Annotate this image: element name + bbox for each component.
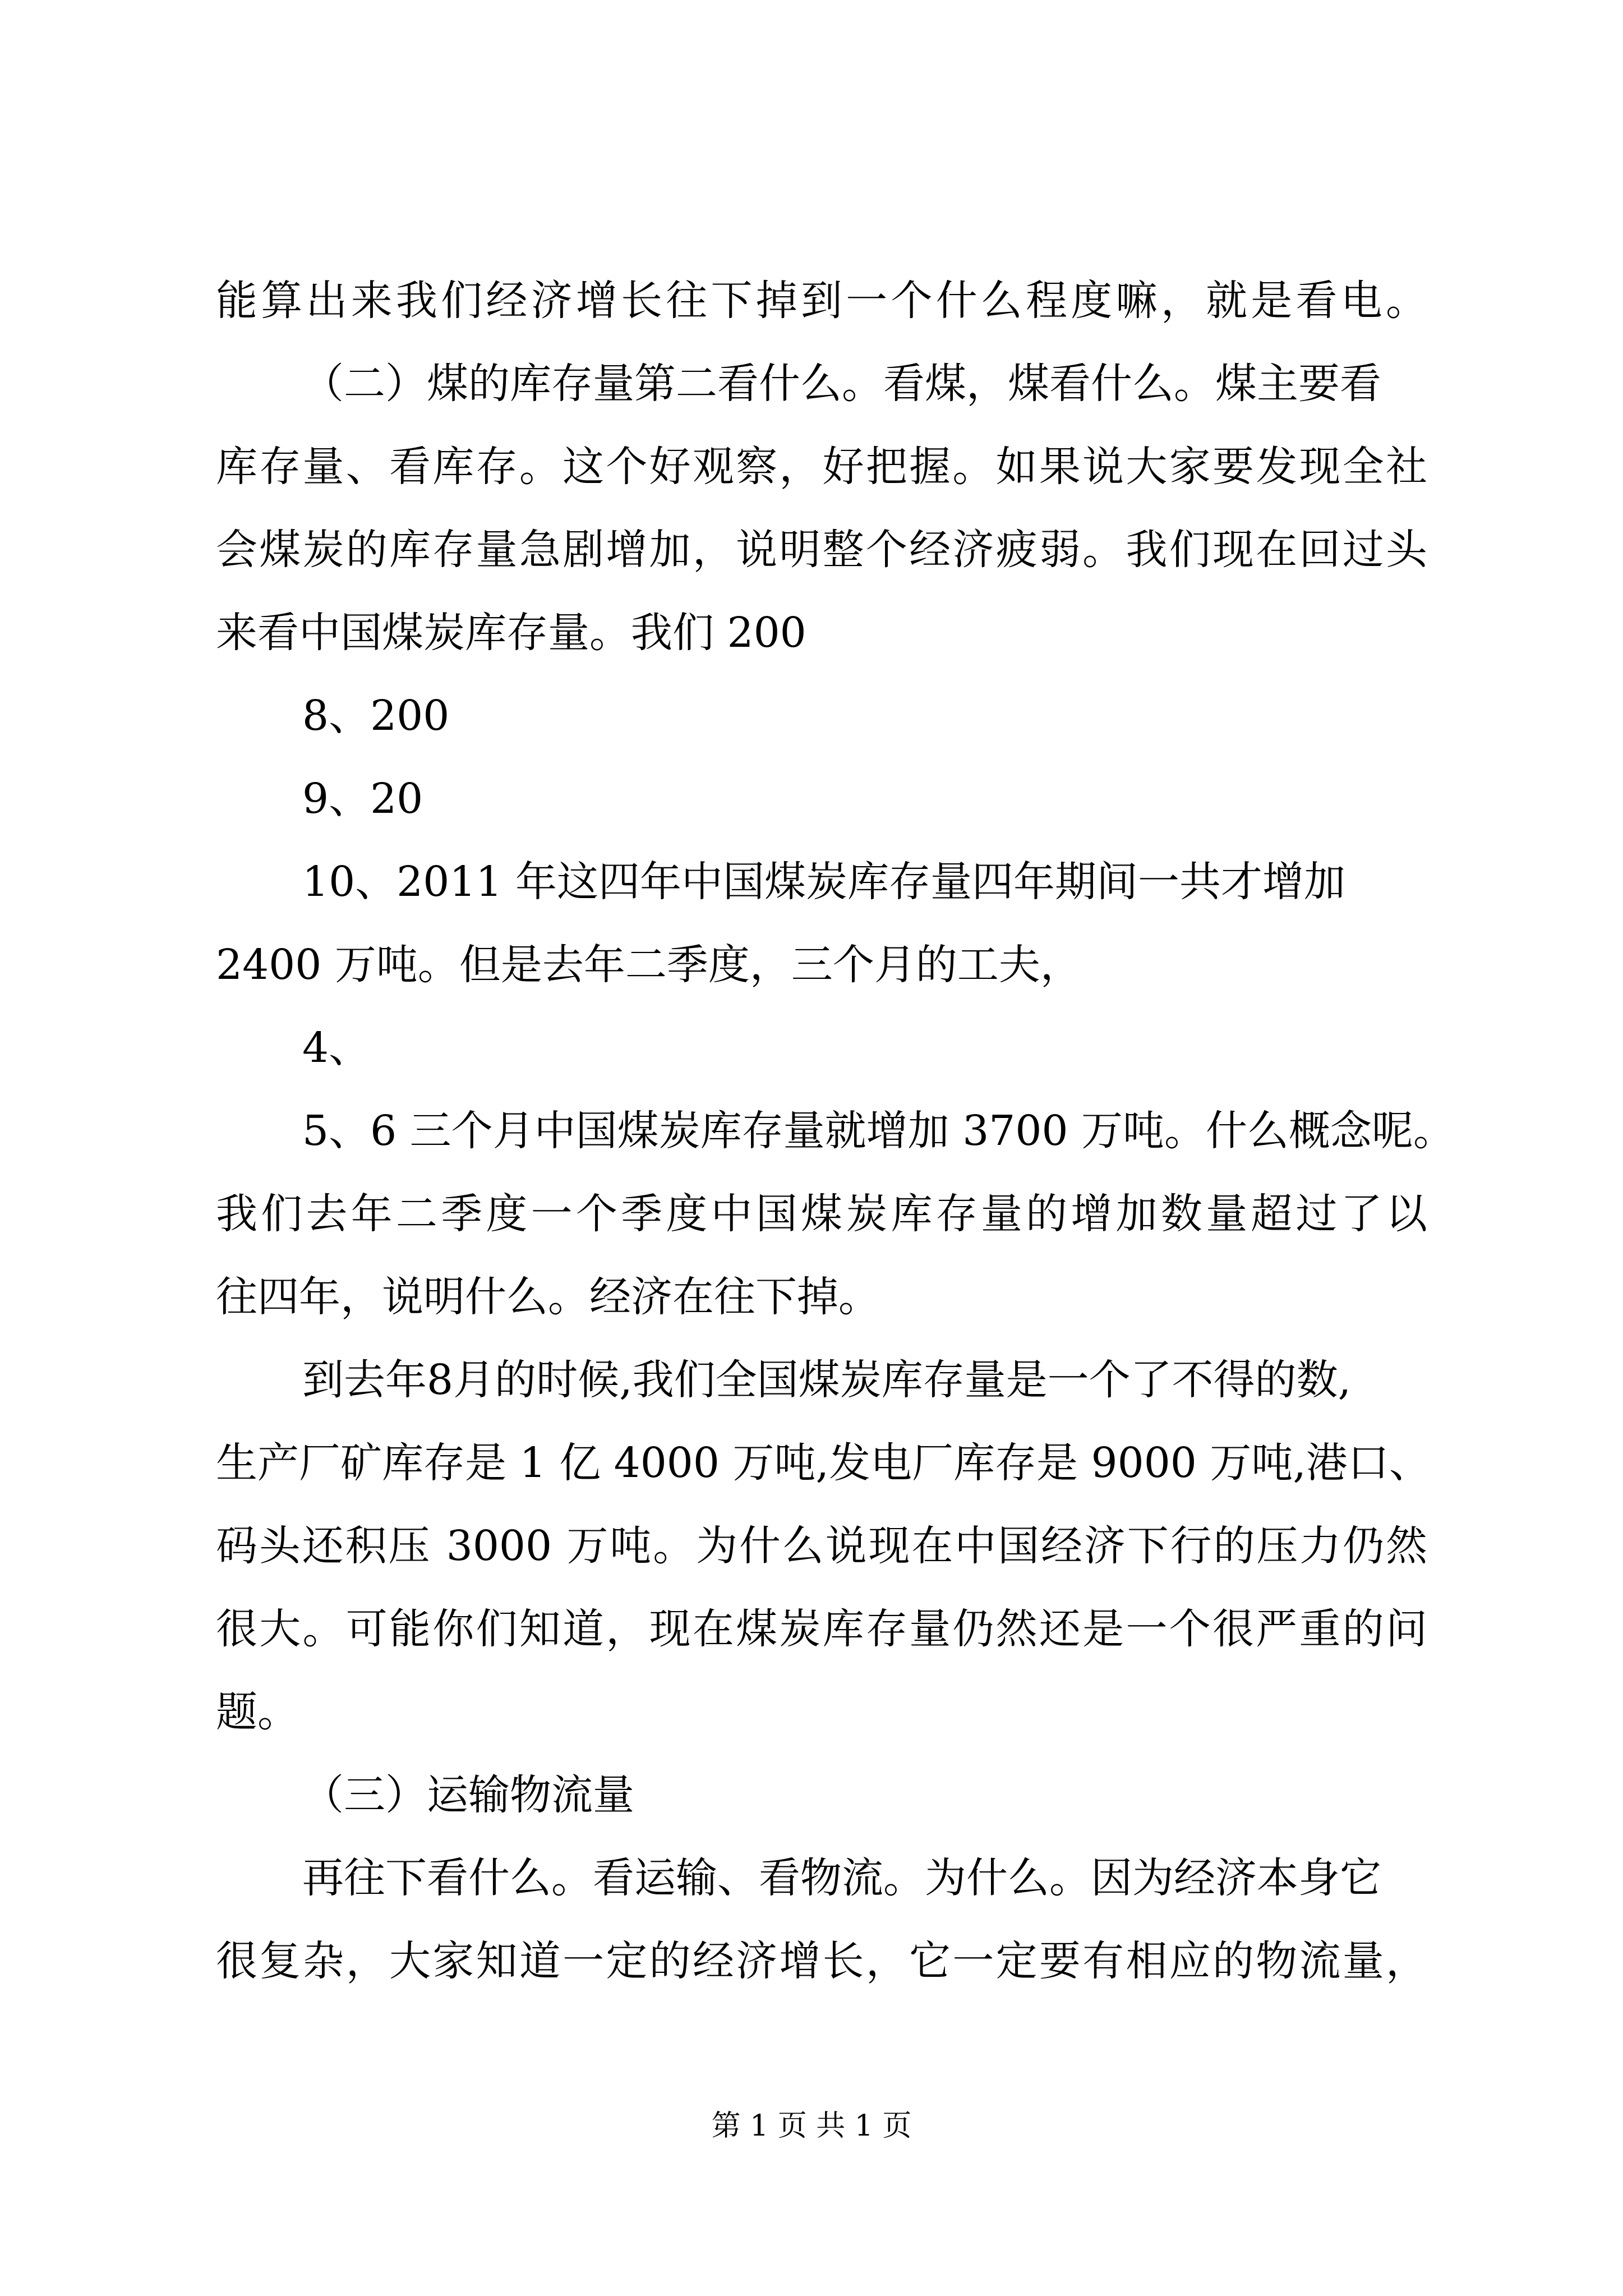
text-line: 10、2011 年这四年中国煤炭库存量四年期间一共才增加 [302,858,1346,906]
text-line: （二）煤的库存量第二看什么。看煤，煤看什么。煤主要看 [302,360,1381,408]
text-line: 能算出来我们经济增长往下掉到一个什么程度嘛，就是看电。 [216,277,1427,325]
text-line: 8、200 [302,692,450,740]
text-line: 会煤炭的库存量急剧增加，说明整个经济疲弱。我们现在回过头 [216,526,1427,574]
text-line: 我们去年二季度一个季度中国煤炭库存量的增加数量超过了以 [216,1190,1427,1238]
text-line: 9、20 [302,775,423,823]
text-line: 到去年8月的时候,我们全国煤炭库存量是一个了不得的数, [302,1356,1352,1404]
page-footer [0,2106,1623,2146]
page-number-label: 第 1 页 共 1 页 [711,2109,912,2143]
text-line: 题。 [216,1688,299,1736]
text-line: 很复杂，大家知道一定的经济增长，它一定要有相应的物流量， [216,1937,1427,1985]
document-body [216,259,1455,2003]
text-line: 生产厂矿库存是 1 亿 4000 万吨,发电厂库存是 9000 万吨,港口、 [216,1439,1431,1487]
text-line: 来看中国煤炭库存量。我们 200 [216,609,806,657]
text-line: 往四年，说明什么。经济在往下掉。 [216,1273,880,1321]
text-line: 4、 [302,1024,371,1072]
text-line: 码头还积压 3000 万吨。为什么说现在中国经济下行的压力仍然 [216,1522,1427,1570]
text-line: 库存量、看库存。这个好观察，好把握。如果说大家要发现全社 [216,443,1427,491]
text-line: 很大。可能你们知道，现在煤炭库存量仍然还是一个很严重的问 [216,1605,1427,1653]
section-heading: （三）运输物流量 [302,1771,634,1819]
text-line: 5、6 三个月中国煤炭库存量就增加 3700 万吨。什么概念呢。 [302,1107,1455,1155]
text-line: 再往下看什么。看运输、看物流。为什么。因为经济本身它 [302,1854,1381,1902]
text-line: 2400 万吨。但是去年二季度，三个月的工夫， [216,941,1082,989]
